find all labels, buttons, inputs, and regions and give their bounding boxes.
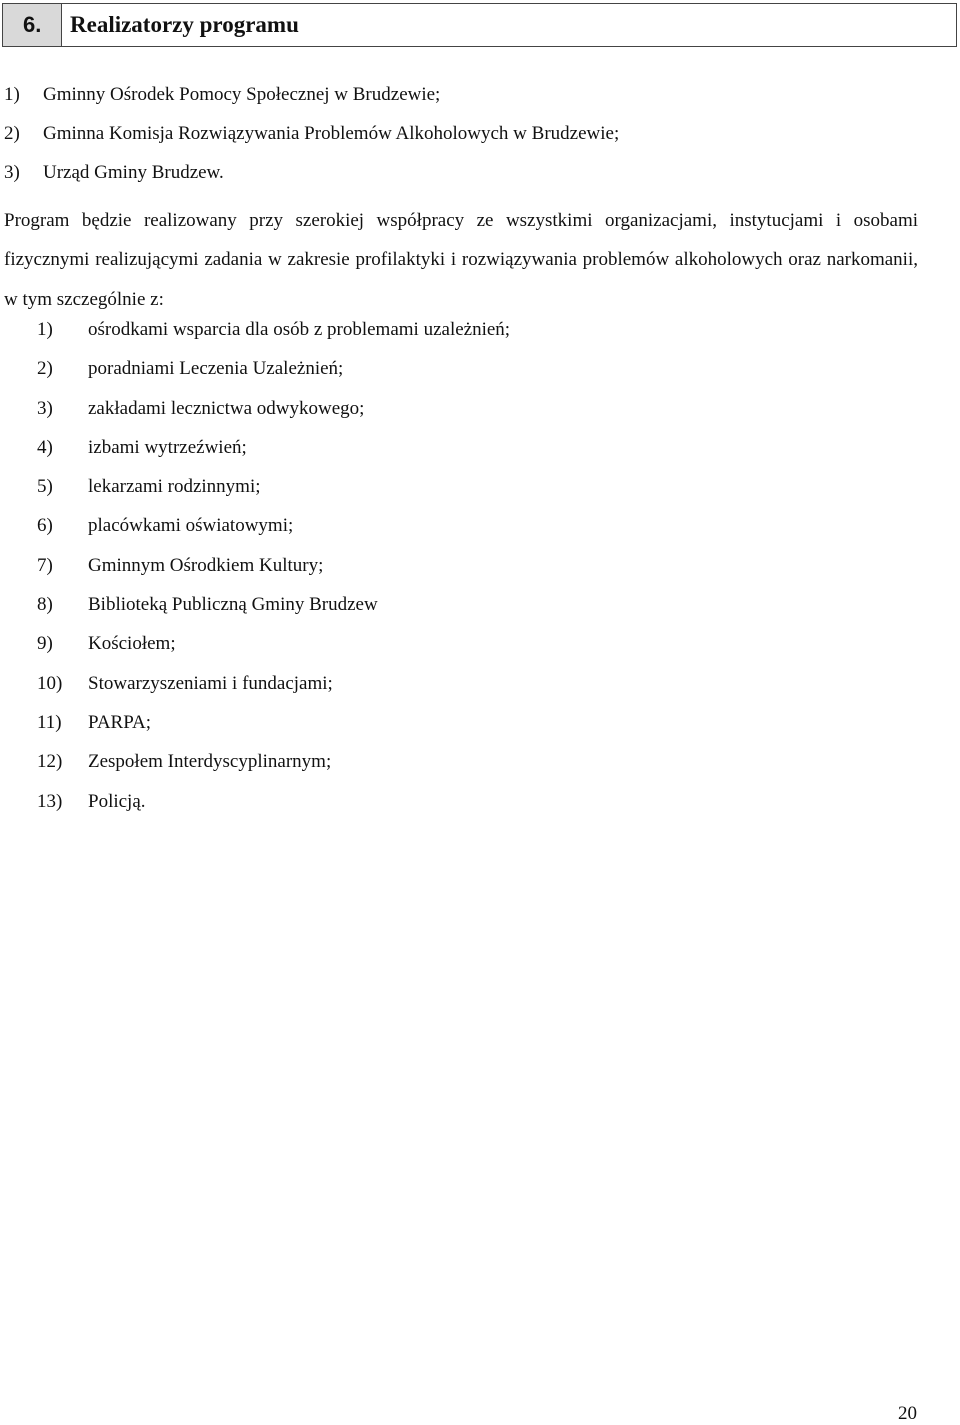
list-item: [37, 555, 510, 594]
list-item: [37, 673, 510, 712]
section-header: [2, 3, 957, 47]
list-item-text: poradniami Leczenia Uzależnień;: [88, 358, 344, 380]
executor-item-3: [4, 162, 224, 184]
executor-number: 1): [4, 84, 20, 105]
list-item-number: 6): [37, 515, 53, 537]
list-item: [37, 358, 510, 397]
list-item-text: placówkami oświatowymi;: [88, 515, 294, 537]
list-item-text: zakładami lecznictwa odwykowego;: [88, 397, 365, 419]
list-item: [37, 791, 510, 830]
list-item-number: 5): [37, 476, 53, 498]
list-item-number: 3): [37, 397, 53, 419]
list-item-text: izbami wytrzeźwień;: [88, 436, 247, 458]
list-item-number: 2): [37, 358, 53, 380]
list-item-text: Gminnym Ośrodkiem Kultury;: [88, 554, 324, 576]
list-item-number: 8): [37, 594, 53, 616]
list-item: [37, 476, 510, 515]
list-item-text: ośrodkami wsparcia dla osób z problemami uzależnień;: [88, 319, 511, 340]
list-item-number: 11): [37, 711, 62, 733]
partners-list: [37, 319, 510, 830]
intro-paragraph: Program będzie realizowany przy szerokiej współpracy ze wszystkimi organizacjami, instytucjami i osobami fizycznymi realizującymi zadania w zakresie profilaktyki i rozwiązywania problemów alkoholowych oraz narkomanii, w tym szczególnie z:: [4, 210, 918, 310]
list-item-number: 12): [37, 751, 63, 773]
list-item-number: 10): [37, 672, 63, 694]
list-item-text: Stowarzyszeniami i fundacjami;: [88, 672, 333, 694]
executor-number: 2): [4, 123, 20, 144]
list-item: [37, 712, 510, 751]
list-item: [37, 751, 510, 790]
list-item-text: Zespołem Interdyscyplinarnym;: [88, 751, 332, 773]
section-title: Realizatorzy programu: [70, 12, 299, 37]
executor-text: Gminna Komisja Rozwiązywania Problemów Alkoholowych w Brudzewie;: [43, 123, 620, 144]
list-item: [37, 319, 510, 358]
list-item: [37, 398, 510, 437]
list-item-number: 9): [37, 633, 53, 655]
executor-number: 3): [4, 162, 20, 183]
list-item-number: 13): [37, 790, 63, 812]
list-item-text: Policją.: [88, 790, 146, 812]
executor-text: Urząd Gminy Brudzew.: [43, 162, 224, 183]
list-item-number: 4): [37, 436, 53, 458]
executor-text: Gminny Ośrodek Pomocy Społecznej w Brudzewie;: [43, 84, 441, 105]
list-item: [37, 633, 510, 672]
list-item: [37, 437, 510, 476]
list-item-number: 7): [37, 554, 53, 576]
list-item-text: Kościołem;: [88, 633, 176, 655]
list-item-text: Biblioteką Publiczną Gminy Brudzew: [88, 594, 378, 616]
page-number: 20: [898, 1403, 917, 1424]
list-item-text: PARPA;: [88, 711, 152, 733]
executor-item-2: [4, 123, 619, 145]
section-number: 6.: [3, 4, 62, 46]
executor-item-1: [4, 84, 440, 106]
list-item: [37, 594, 510, 633]
list-item-text: lekarzami rodzinnymi;: [88, 476, 261, 498]
list-item: [37, 515, 510, 554]
list-item-number: 1): [37, 319, 53, 340]
